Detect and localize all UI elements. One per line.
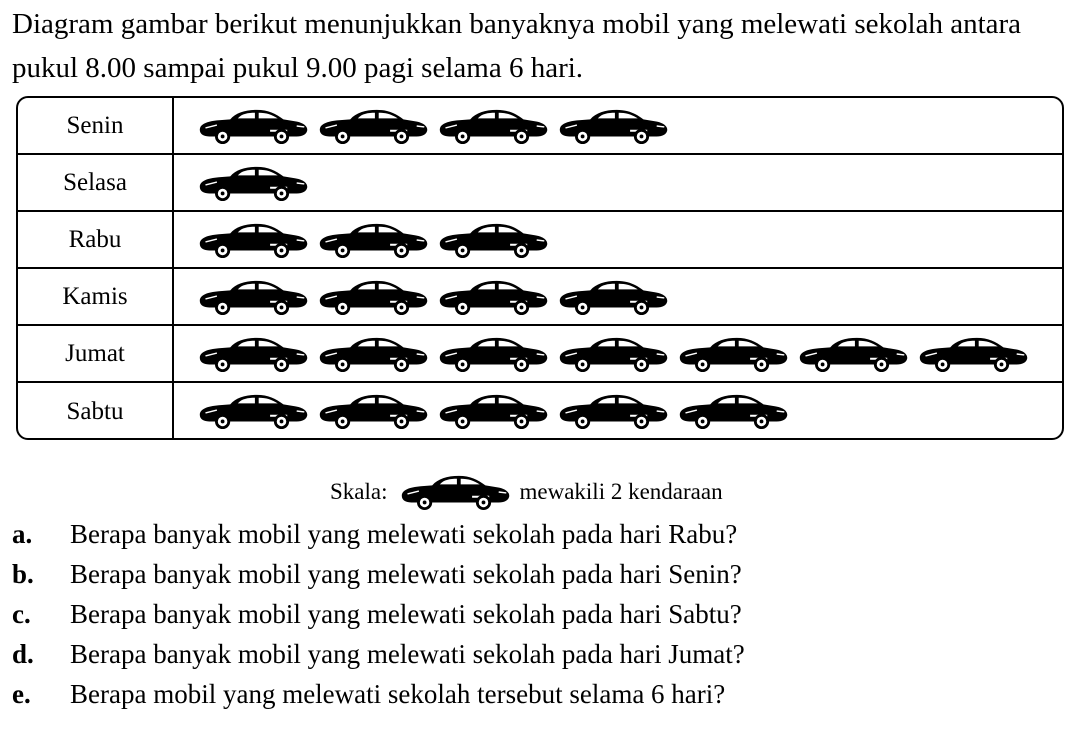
question-text: Berapa banyak mobil yang melewati sekolah pada hari Sabtu? xyxy=(70,598,742,629)
question-item xyxy=(12,594,1072,634)
car-icon xyxy=(676,332,790,376)
day-label: Senin xyxy=(18,98,174,153)
car-icon xyxy=(196,161,310,205)
car-icon xyxy=(316,275,430,319)
day-label: Kamis xyxy=(18,269,174,324)
question-item xyxy=(12,514,1072,554)
question-text: Berapa mobil yang melewati sekolah tersebut selama 6 hari? xyxy=(70,678,726,709)
question-letter: c. xyxy=(12,598,31,629)
pictograph-row xyxy=(18,155,1062,212)
pictograph-table xyxy=(16,96,1064,440)
day-label: Rabu xyxy=(18,212,174,267)
car-icon xyxy=(316,104,430,148)
pictograph-row xyxy=(18,326,1062,383)
question-text: Berapa banyak mobil yang melewati sekolah pada hari Senin? xyxy=(70,558,742,589)
car-icon xyxy=(796,332,910,376)
question-letter: a. xyxy=(12,518,33,549)
question-item xyxy=(12,554,1072,594)
scale-legend xyxy=(330,470,723,514)
car-icon xyxy=(556,389,670,433)
car-icon xyxy=(316,218,430,262)
cars-cell xyxy=(174,155,1062,210)
cars-cell xyxy=(174,212,1062,267)
cars-cell xyxy=(174,98,1062,153)
scale-label: Skala: xyxy=(330,479,388,504)
pictograph-row xyxy=(18,269,1062,326)
car-icon xyxy=(196,218,310,262)
car-icon xyxy=(196,275,310,319)
car-icon xyxy=(436,389,550,433)
car-icon xyxy=(916,332,1030,376)
car-icon xyxy=(436,275,550,319)
question-text: Berapa banyak mobil yang melewati sekolah pada hari Rabu? xyxy=(70,518,738,549)
pictograph-row xyxy=(18,383,1062,440)
car-icon xyxy=(316,389,430,433)
car-icon xyxy=(436,332,550,376)
question-letter: e. xyxy=(12,678,31,709)
car-icon xyxy=(436,104,550,148)
car-icon xyxy=(556,275,670,319)
car-icon xyxy=(196,104,310,148)
car-icon xyxy=(556,332,670,376)
question-text: Berapa banyak mobil yang melewati sekolah pada hari Jumat? xyxy=(70,638,745,669)
car-icon xyxy=(436,218,550,262)
cars-cell xyxy=(174,269,1062,324)
cars-cell xyxy=(174,383,1062,440)
cars-cell xyxy=(174,326,1062,381)
car-icon xyxy=(196,332,310,376)
car-icon xyxy=(398,470,512,514)
question-letter: b. xyxy=(12,558,34,589)
question-list xyxy=(12,514,1072,714)
car-icon xyxy=(196,389,310,433)
day-label: Jumat xyxy=(18,326,174,381)
pictograph-row xyxy=(18,98,1062,155)
car-icon xyxy=(316,332,430,376)
problem-intro: Diagram gambar berikut menunjukkan banyaknya mobil yang melewati sekolah antara pukul 8.00 sampai pukul 9.00 pagi selama 6 hari. xyxy=(12,8,1022,84)
car-icon xyxy=(676,389,790,433)
question-item xyxy=(12,634,1072,674)
pictograph-row xyxy=(18,212,1062,269)
day-label: Sabtu xyxy=(18,383,174,440)
question-letter: d. xyxy=(12,638,34,669)
car-icon xyxy=(556,104,670,148)
question-item xyxy=(12,674,1072,714)
scale-text: mewakili 2 kendaraan xyxy=(519,479,723,504)
day-label: Selasa xyxy=(18,155,174,210)
